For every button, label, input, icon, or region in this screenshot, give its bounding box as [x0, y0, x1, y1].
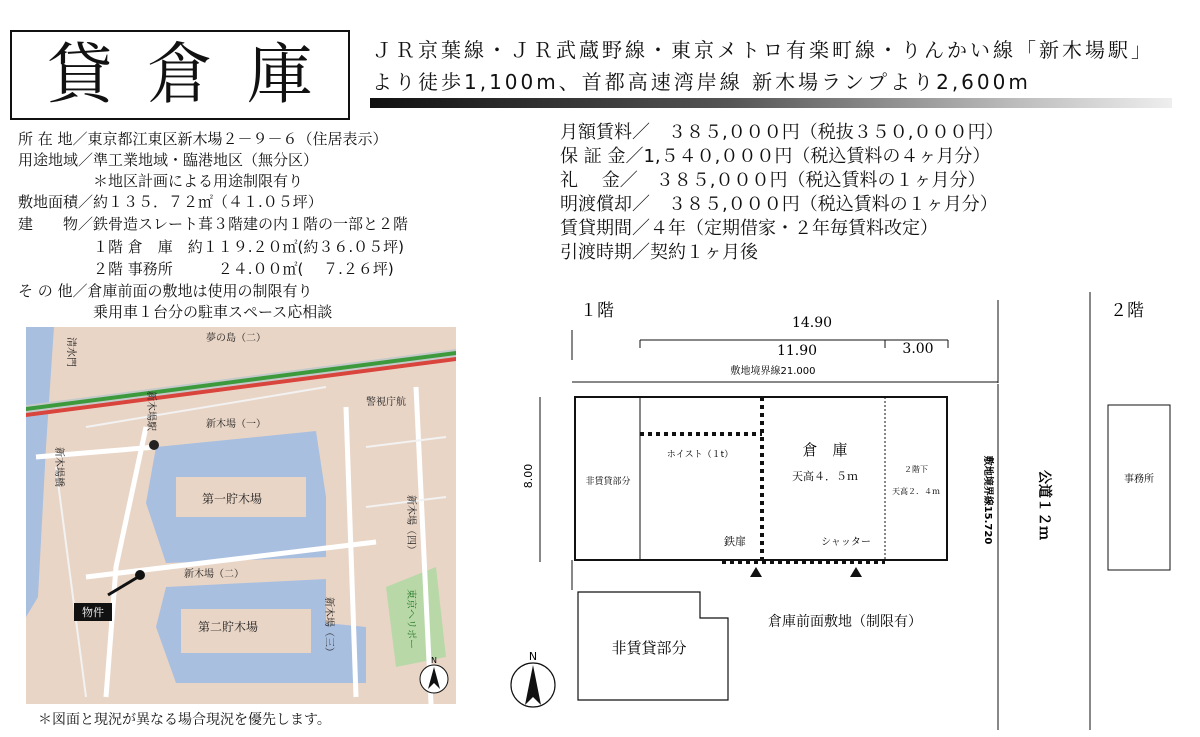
- map-label-yume: 夢の島（二）: [206, 333, 266, 344]
- term-rent: 月額賃料／ ３８５,０００円（税抜３５０,０００円）: [560, 122, 1004, 143]
- plan-ceiling2: 天高２．４ｍ: [892, 487, 940, 496]
- gradient-bar: [370, 98, 1172, 108]
- plan-non-rental-left: 非賃貸部分: [585, 477, 631, 487]
- location-map: [26, 327, 456, 704]
- plan-hoist: ホイスト（１t）: [666, 450, 734, 460]
- info-building: 建 物／鉄骨造スレート葺３階建の内１階の一部と２階: [18, 215, 409, 233]
- info-floor2: ２階 事務所 ２４.００㎡( ７.２６坪): [18, 260, 394, 278]
- map-label-heliport: 東京ヘリポー: [405, 589, 416, 649]
- info-land-area: 敷地面積／約１３５．７２㎡（４１.０５坪）: [18, 193, 323, 211]
- map-label-bridge: 新木場橋: [53, 447, 64, 487]
- plan-front-area: 倉庫前面敷地（制限有）: [768, 614, 922, 630]
- plan-dim-total: 14.90: [791, 315, 833, 331]
- map-label-station: 新木場駅: [145, 391, 156, 431]
- term-key-money: 礼 金／ ３８５,０００円（税込賃料の１ヶ月分）: [560, 170, 986, 191]
- map-label-shimizu: 清水門: [65, 337, 76, 367]
- floor-plan: [470, 290, 1200, 730]
- map-label-shinkiba1: 新木場（一）: [206, 419, 266, 430]
- info-floor1: １階 倉 庫 約１１９.２０㎡(約３６.０５坪): [18, 238, 405, 256]
- plan-entrance-triangle-2: [850, 567, 862, 577]
- plan-floor1-label: １階: [580, 301, 614, 321]
- plan-floor2-below: ２階下: [904, 465, 928, 474]
- plan-non-rental-bottom: 非賃貸部分: [611, 639, 687, 657]
- map-compass-n: N: [431, 656, 437, 665]
- info-other: そ の 他／倉庫前面の敷地は使用の制限有り: [18, 282, 313, 300]
- access-line-1: ＪＲ京葉線・ＪＲ武蔵野線・東京メトロ有楽町線・りんかい線「新木場駅」: [372, 38, 1154, 62]
- info-zoning-note: ＊地区計画による用途制限有り: [18, 172, 304, 190]
- info-parking: 乗用車１台分の駐車スペース応相談: [18, 303, 333, 321]
- map-property-dot: [135, 570, 145, 580]
- term-amortization: 明渡償却／ ３８５,０００円（税込賃料の１ヶ月分）: [560, 194, 998, 215]
- plan-ceiling: 天高４．５ｍ: [792, 470, 858, 483]
- plan-entrance-triangle-1: [750, 567, 762, 577]
- map-label-shinkiba4: 新木場（四）: [405, 495, 416, 555]
- access-line-2: より徒歩1,100m、首都高速湾岸線 新木場ランプより2,600m: [372, 70, 1031, 94]
- plan-office: 事務所: [1124, 474, 1154, 485]
- plan-shutter: シャッター: [821, 537, 871, 548]
- page-title: 貸倉庫: [47, 36, 347, 113]
- info-address: 所 在 地／東京都江東区新木場２－９－６（住居表示）: [18, 130, 388, 148]
- plan-office-box: [1108, 405, 1170, 570]
- plan-boundary-top: 敷地境界線21.000: [730, 366, 816, 377]
- map-label-shinkiba2: 新木場（二）: [184, 569, 244, 580]
- disclaimer-note: ＊図面と現況が異なる場合現況を優先します。: [38, 712, 331, 728]
- station-icon: [149, 440, 159, 450]
- plan-steel-door: 鉄扉: [724, 535, 746, 548]
- plan-dim-b: 3.00: [902, 341, 934, 357]
- map-label-pond1: 第一貯木場: [202, 492, 263, 506]
- term-handover: 引渡時期／契約１ヶ月後: [560, 242, 758, 263]
- plan-dim-a: 11.90: [776, 343, 818, 359]
- info-zoning: 用途地域／準工業地域・臨港地区（無分区）: [18, 151, 319, 169]
- term-deposit: 保 証 金／1,５４０,０００円（税込賃料の４ヶ月分）: [560, 146, 991, 167]
- plan-dim-depth: 8.00: [522, 463, 535, 489]
- map-marker-label: 物件: [82, 606, 104, 619]
- title-box: [10, 30, 350, 120]
- plan-compass-n: N: [528, 650, 538, 663]
- map-label-police: 警視庁航: [366, 397, 406, 408]
- map-label-shinkiba3: 新木場（三）: [323, 597, 334, 657]
- plan-floor2-label: ２階: [1110, 301, 1144, 321]
- term-lease-period: 賃貸期間／４年（定期借家・２年毎賃料改定）: [560, 218, 938, 239]
- plan-public-road: 公道１２ｍ: [1036, 470, 1052, 540]
- plan-warehouse: 倉 庫: [802, 441, 848, 459]
- plan-boundary-right: 敷地境界線15.720: [982, 455, 993, 545]
- map-label-pond2: 第二貯木場: [198, 620, 259, 634]
